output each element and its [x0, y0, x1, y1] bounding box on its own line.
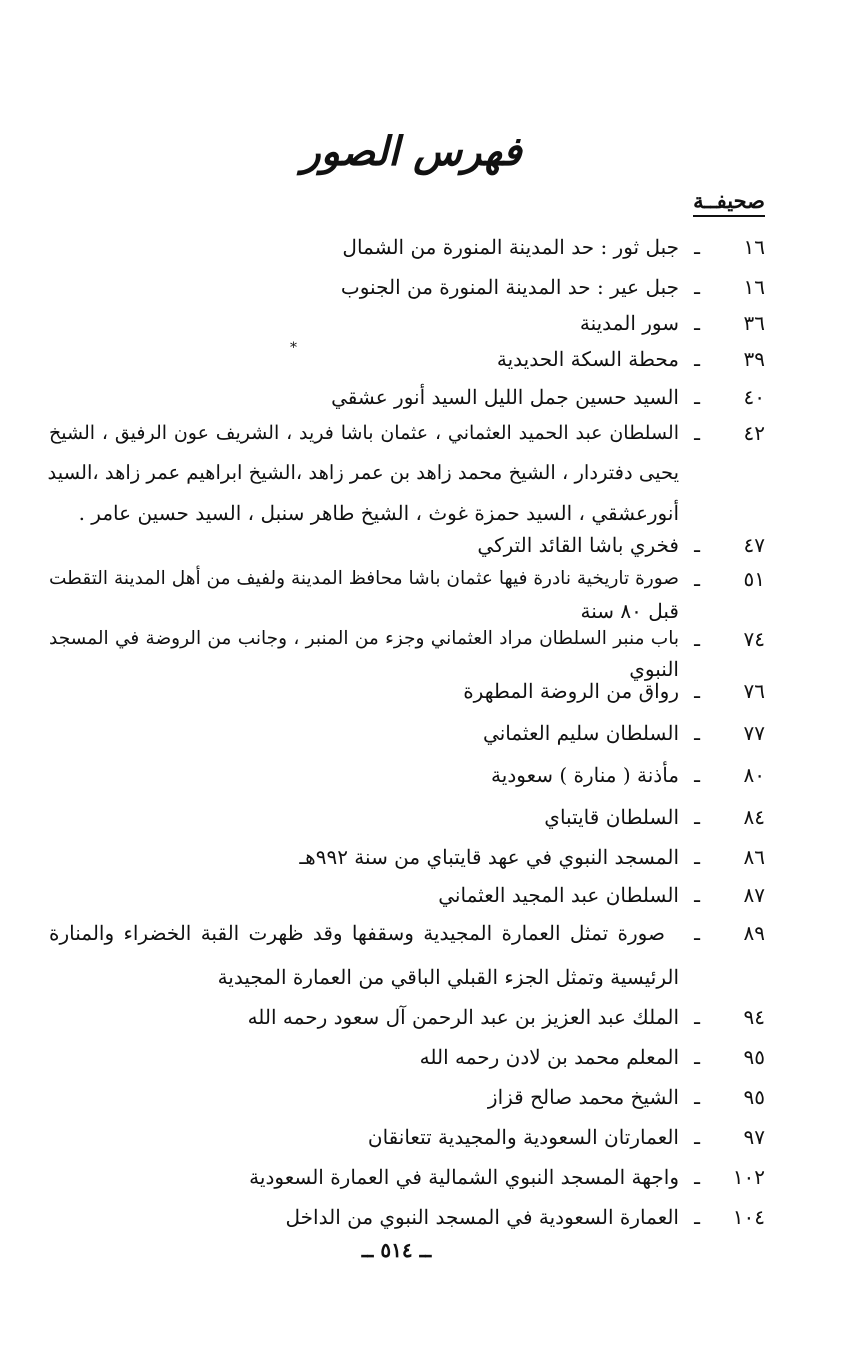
entry-page-number: ٨٩: [743, 921, 765, 945]
entry-page-number: ٩٥: [743, 1045, 765, 1069]
entry-caption-line: العمارة السعودية في المسجد النبوي من الداخل: [285, 1205, 679, 1229]
entry-caption-line: الشيخ محمد صالح قزاز: [487, 1085, 679, 1109]
entry-caption-line: المسجد النبوي في عهد قايتباي من سنة ٩٩٢هـ: [299, 845, 679, 869]
index-entry: [45, 1160, 765, 1194]
entry-caption-line: جبل ثور : حد المدينة المنورة من الشمال: [342, 235, 679, 259]
index-entry: [45, 380, 765, 414]
page-title: فهرس الصور: [301, 128, 522, 175]
index-entry: [45, 528, 765, 562]
entry-dash: ـ: [694, 805, 700, 829]
index-entry: [45, 270, 765, 304]
entry-page-number: ١٦: [743, 275, 765, 299]
index-entry: [45, 1120, 765, 1154]
entry-page-number: ١٠٤: [732, 1205, 765, 1229]
entry-dash: ـ: [694, 1165, 700, 1189]
entry-caption-line: فخري باشا القائد التركي: [477, 533, 679, 557]
index-entry: [45, 840, 765, 874]
entry-caption-line: المعلم محمد بن لادن رحمه الله: [419, 1045, 679, 1069]
index-entry: [45, 306, 765, 340]
entry-dash: ـ: [694, 1045, 700, 1069]
entry-page-number: ٣٦: [743, 311, 765, 335]
entry-dash: ـ: [694, 421, 700, 445]
entry-page-number: ١٠٢: [732, 1165, 765, 1189]
entry-dash: ـ: [694, 721, 700, 745]
entry-page-number: ٩٧: [743, 1125, 765, 1149]
entry-page-number: ٧٤: [743, 627, 765, 651]
entry-dash: ـ: [694, 1125, 700, 1149]
index-entry: [45, 878, 765, 912]
entry-page-number: ٤٢: [743, 421, 765, 445]
entry-page-number: ١٦: [743, 235, 765, 259]
page-column-header: صحيفــة: [693, 188, 765, 217]
index-entry: [45, 1000, 765, 1034]
index-entry: [45, 800, 765, 834]
entry-dash: ـ: [694, 1085, 700, 1109]
entry-dash: ـ: [694, 533, 700, 557]
entry-dash: ـ: [694, 275, 700, 299]
entry-dash: ـ: [694, 347, 700, 371]
entry-page-number: ٥١: [743, 567, 765, 591]
entry-page-number: ٨٤: [743, 805, 765, 829]
entry-caption-line: أنورعشقي ، السيد حمزة غوث ، الشيخ طاهر سنبل ، السيد حسين عامر .: [78, 501, 679, 525]
entry-caption-line: السلطان عبد الحميد العثماني ، عثمان باشا فريد ، الشريف عون الرفيق ، الشيخ: [49, 422, 679, 444]
star-mark: *: [290, 340, 297, 356]
entry-caption-line: باب منبر السلطان مراد العثماني وجزء من المنبر ، وجانب من الروضة في المسجد: [49, 628, 679, 649]
entry-dash: ـ: [694, 883, 700, 907]
entry-page-number: ٩٤: [743, 1005, 765, 1029]
entry-caption-line: السيد حسين جمل الليل السيد أنور عشقي: [331, 385, 679, 409]
entry-dash: ـ: [694, 627, 700, 651]
entry-dash: ـ: [694, 311, 700, 335]
entry-page-number: ٧٧: [743, 721, 765, 745]
entry-page-number: ٩٥: [743, 1085, 765, 1109]
entry-page-number: ٣٩: [743, 347, 765, 371]
entry-dash: ـ: [694, 679, 700, 703]
entry-dash: ـ: [694, 385, 700, 409]
entry-dash: ـ: [694, 763, 700, 787]
entry-caption-line: صورة تاريخية نادرة فيها عثمان باشا محافظ المدينة ولفيف من أهل المدينة التقطت: [49, 568, 679, 589]
entry-dash: ـ: [694, 845, 700, 869]
entry-dash: ـ: [694, 567, 700, 591]
entry-caption-line: جبل عير : حد المدينة المنورة من الجنوب: [340, 275, 679, 299]
entry-page-number: ٨٧: [743, 883, 765, 907]
entry-page-number: ٤٠: [743, 385, 765, 409]
entry-caption-line: الملك عبد العزيز بن عبد الرحمن آل سعود رحمه الله: [247, 1005, 679, 1029]
entry-caption-line: العمارتان السعودية والمجيدية تتعانقان: [367, 1125, 679, 1149]
entry-dash: ـ: [694, 1005, 700, 1029]
entry-caption-line: السلطان سليم العثماني: [483, 721, 679, 745]
entry-dash: ـ: [694, 921, 700, 945]
entry-caption-line: سور المدينة: [579, 311, 679, 335]
entry-caption-line: يحيى دفتردار ، الشيخ محمد زاهد بن عمر زاهد ،الشيخ ابراهيم عمر زاهد ،السيد: [47, 461, 679, 484]
entry-caption-line: النبوي: [629, 657, 679, 681]
entry-caption-line: صورة تمثل العمارة المجيدية وسقفها وقد ظهرت القبة الخضراء والمنارة: [49, 921, 665, 945]
entry-page-number: ٧٦: [743, 679, 765, 703]
entry-caption-line: السلطان قايتباي: [544, 805, 679, 829]
index-entry: [45, 562, 765, 628]
index-entry: [45, 916, 765, 994]
index-entry: [45, 716, 765, 750]
index-entry: [45, 416, 765, 530]
entry-dash: ـ: [694, 1205, 700, 1229]
index-entry: [45, 230, 765, 264]
entry-dash: ـ: [694, 235, 700, 259]
entry-caption-line: واجهة المسجد النبوي الشمالية في العمارة السعودية: [249, 1165, 679, 1189]
index-entry: [45, 342, 765, 376]
index-entry: [45, 758, 765, 792]
index-entry: [45, 1080, 765, 1114]
entry-caption-line: رواق من الروضة المطهرة: [463, 679, 679, 703]
entry-caption-line: الرئيسية وتمثل الجزء القبلي الباقي من العمارة المجيدية: [217, 965, 679, 989]
entry-caption-line: السلطان عبد المجيد العثماني: [438, 883, 679, 907]
entry-caption-line: مأذنة ( منارة ) سعودية: [491, 763, 679, 787]
index-entry: [45, 674, 765, 708]
entry-page-number: ٨٠: [743, 763, 765, 787]
entry-caption-line: محطة السكة الحديدية: [496, 347, 679, 371]
index-entry: [45, 1040, 765, 1074]
entry-page-number: ٤٧: [743, 533, 765, 557]
page-number-footer: ــ ٥١٤ ــ: [361, 1238, 432, 1262]
index-entry: [45, 1200, 765, 1234]
entry-caption-line: قبل ٨٠ سنة: [580, 599, 679, 623]
entry-page-number: ٨٦: [743, 845, 765, 869]
